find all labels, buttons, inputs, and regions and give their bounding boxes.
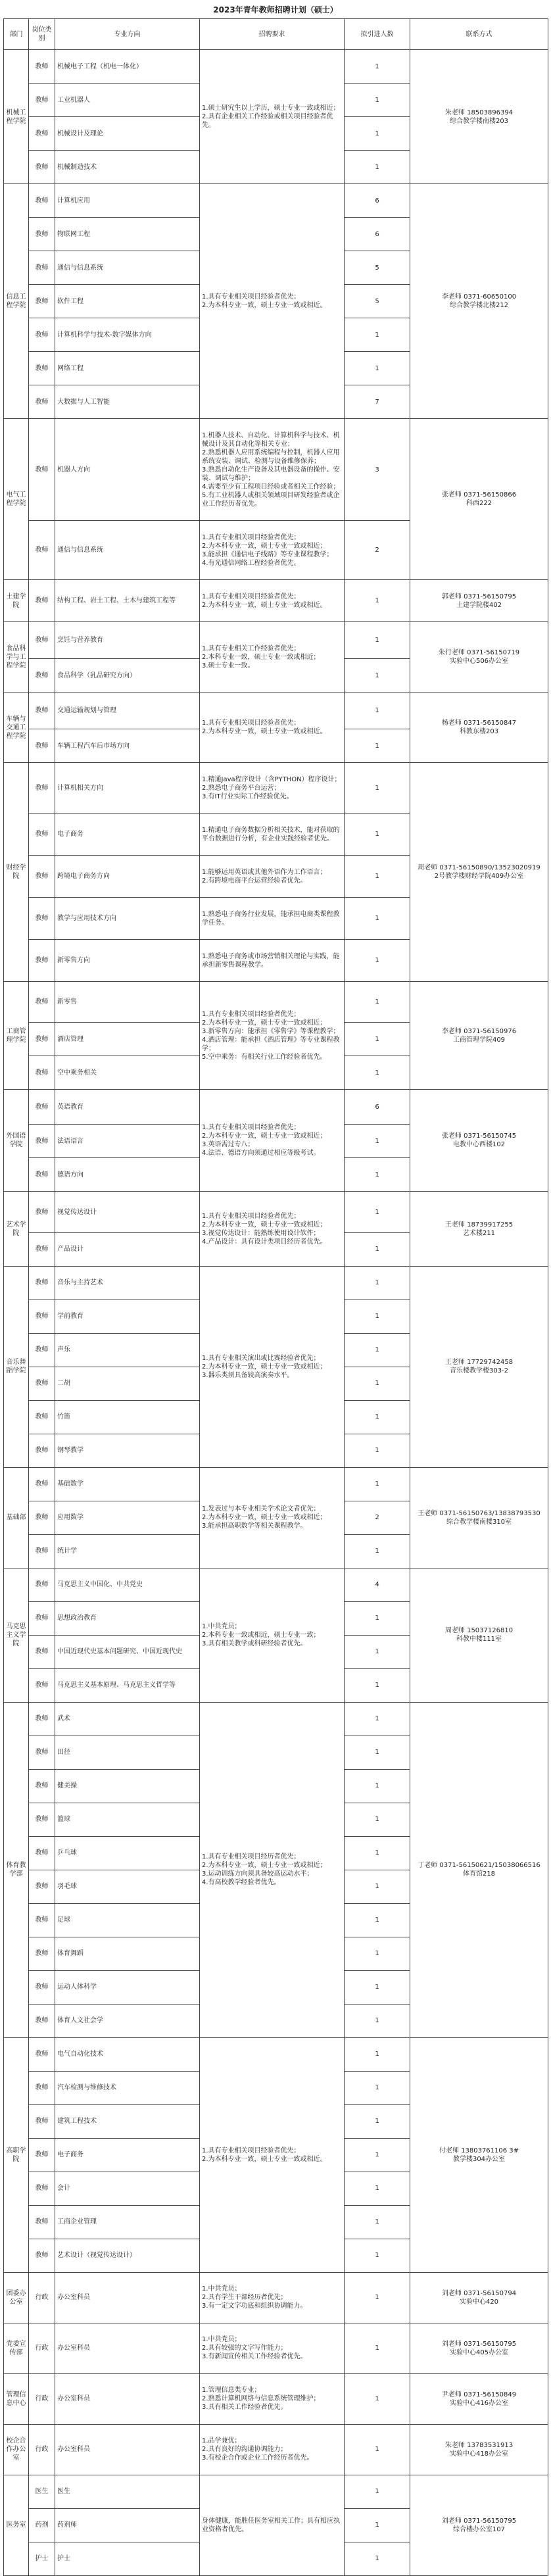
major-cell: 二胡 xyxy=(55,1367,200,1400)
requirements-cell: 1.中共党员； 2.具有学生干部经历者优先； 3.有一定文字功底和组织协调能力。 xyxy=(200,2272,345,2323)
count-cell: 1 xyxy=(345,117,410,151)
requirements-cell: 1.中共党员； 2.本科专业一致或相近，硕士专业一致； 3.具有相关教学或科研经验者优先。 xyxy=(200,1568,345,1702)
count-cell: 1 xyxy=(345,1300,410,1333)
requirements-cell: 1.中共党员； 2.具有较强的文字写作能力； 3.有新闻宣传相关工作经验者优先。 xyxy=(200,2323,345,2373)
category-cell: 教师 xyxy=(29,1534,55,1568)
category-cell: 教师 xyxy=(29,1333,55,1367)
count-cell: 1 xyxy=(345,2239,410,2272)
contact-cell: 朱老师 18503896394 综合教学楼南楼203 xyxy=(410,50,548,184)
category-cell: 教师 xyxy=(29,419,55,521)
count-cell: 1 xyxy=(345,1266,410,1300)
major-cell: 会计 xyxy=(55,2172,200,2205)
major-cell: 物联网工程 xyxy=(55,218,200,251)
major-cell: 食品科学（乳品研究方向） xyxy=(55,659,200,693)
count-cell: 1 xyxy=(345,580,410,622)
category-cell: 教师 xyxy=(29,1803,55,1836)
category-cell: 教师 xyxy=(29,1400,55,1434)
category-cell: 教师 xyxy=(29,1937,55,1970)
count-cell: 1 xyxy=(345,1769,410,1803)
count-cell: 6 xyxy=(345,218,410,251)
category-cell: 行政 xyxy=(29,2424,55,2475)
count-cell: 3 xyxy=(345,419,410,521)
category-cell: 教师 xyxy=(29,1970,55,2004)
contact-cell: 刘老师 0371-56150795 实验中心405办公室 xyxy=(410,2323,548,2373)
count-cell: 1 xyxy=(345,1836,410,1870)
category-cell: 行政 xyxy=(29,2272,55,2323)
count-cell: 1 xyxy=(345,1400,410,1434)
count-cell: 1 xyxy=(345,1333,410,1367)
dept-cell: 电气工程学院 xyxy=(4,419,29,580)
category-cell: 行政 xyxy=(29,2373,55,2424)
count-cell: 5 xyxy=(345,251,410,285)
major-cell: 计算机相关方向 xyxy=(55,763,200,814)
major-cell: 乒乓球 xyxy=(55,1836,200,1870)
table-row xyxy=(4,1568,548,1601)
dept-cell: 工商管理学院 xyxy=(4,982,29,1090)
table-row xyxy=(4,50,548,84)
major-cell: 大数据与人工智能 xyxy=(55,385,200,419)
category-cell: 教师 xyxy=(29,2071,55,2104)
major-cell: 电子商务 xyxy=(55,814,200,856)
category-cell: 教师 xyxy=(29,1601,55,1635)
major-cell: 基础数学 xyxy=(55,1467,200,1501)
count-cell: 1 xyxy=(345,2373,410,2424)
major-cell: 空中乘务相关 xyxy=(55,1056,200,1090)
category-cell: 教师 xyxy=(29,1769,55,1803)
count-cell: 1 xyxy=(345,2004,410,2037)
category-cell: 教师 xyxy=(29,1232,55,1266)
table-row xyxy=(4,1702,548,1736)
major-cell: 通信与信息系统 xyxy=(55,251,200,285)
count-cell: 1 xyxy=(345,1702,410,1736)
table-row xyxy=(4,580,548,622)
major-cell: 计算机应用 xyxy=(55,184,200,218)
category-cell: 教师 xyxy=(29,1367,55,1400)
count-cell: 1 xyxy=(345,1870,410,1903)
major-cell: 艺术设计（视觉传达设计） xyxy=(55,2239,200,2272)
category-cell: 教师 xyxy=(29,940,55,982)
category-cell: 教师 xyxy=(29,1568,55,1601)
major-cell: 机械制造技术 xyxy=(55,151,200,184)
count-cell: 1 xyxy=(345,2071,410,2104)
contact-cell: 李老师 0371-60650100 综合教学楼北楼212 xyxy=(410,184,548,419)
category-cell: 教师 xyxy=(29,184,55,218)
category-cell: 教师 xyxy=(29,1434,55,1467)
category-cell: 教师 xyxy=(29,521,55,580)
major-cell: 足球 xyxy=(55,1903,200,1937)
category-cell: 行政 xyxy=(29,2323,55,2373)
category-cell: 护士 xyxy=(29,2542,55,2575)
major-cell: 烹饪与营养教育 xyxy=(55,622,200,659)
category-cell: 教师 xyxy=(29,2138,55,2172)
count-cell: 1 xyxy=(345,2104,410,2138)
requirements-cell: 1.具有专业相关工作经验者优先； 2.本科专业一致，硕士专业一致或相近； 3.硕士专业一致。 xyxy=(200,622,345,693)
category-cell: 教师 xyxy=(29,2037,55,2071)
contact-cell: 张老师 0371-56150745 电教中心西楼102 xyxy=(410,1090,548,1192)
count-cell: 1 xyxy=(345,1467,410,1501)
count-cell: 1 xyxy=(345,982,410,1023)
count-cell: 2 xyxy=(345,521,410,580)
major-cell: 跨境电子商务方向 xyxy=(55,856,200,898)
recruitment-table xyxy=(3,18,548,2576)
contact-cell: 杨老师 0371-56150847 科教东楼203 xyxy=(410,693,548,763)
major-cell: 应用数学 xyxy=(55,1501,200,1534)
category-cell: 教师 xyxy=(29,1668,55,1702)
major-cell: 结构工程、岩土工程、土木与建筑工程等 xyxy=(55,580,200,622)
page-title: 2023年青年教师招聘计划（硕士） xyxy=(213,5,338,14)
category-cell: 教师 xyxy=(29,693,55,729)
count-cell: 1 xyxy=(345,693,410,729)
count-cell: 1 xyxy=(345,729,410,763)
count-cell: 1 xyxy=(345,1434,410,1467)
count-cell: 1 xyxy=(345,1158,410,1192)
count-cell: 1 xyxy=(345,2172,410,2205)
dept-cell: 财经学院 xyxy=(4,763,29,982)
category-cell: 教师 xyxy=(29,729,55,763)
category-cell: 教师 xyxy=(29,1836,55,1870)
table-row xyxy=(4,763,548,814)
count-cell: 1 xyxy=(345,1903,410,1937)
dept-cell: 机械工程学院 xyxy=(4,50,29,184)
category-cell: 教师 xyxy=(29,1501,55,1534)
count-cell: 1 xyxy=(345,352,410,385)
count-cell: 1 xyxy=(345,763,410,814)
count-cell: 7 xyxy=(345,385,410,419)
count-cell: 1 xyxy=(345,856,410,898)
category-cell: 教师 xyxy=(29,2239,55,2272)
category-cell: 药剂 xyxy=(29,2508,55,2542)
major-cell: 酒店管理 xyxy=(55,1023,200,1056)
header-major: 专业方向 xyxy=(55,19,200,50)
contact-cell: 李老师 0371-56150976 工商管理学院409 xyxy=(410,982,548,1090)
count-cell: 1 xyxy=(345,1635,410,1668)
dept-cell: 马克思主义学院 xyxy=(4,1568,29,1702)
count-cell: 1 xyxy=(345,2037,410,2071)
requirements-cell: 1.具有专业相关项目经验者优先； 2.为本科专业一致，硕士专业一致或相近； 3.英语需过专八； 4.法语、德语方向须通过相应等级考试。 xyxy=(200,1090,345,1192)
requirements-cell: 1.精通Java程序设计（含PYTHON）程序设计； 2.熟悉电子商务平台运营； 3.有IT行业实际工作经验优先。 xyxy=(200,763,345,814)
table-row xyxy=(4,693,548,729)
requirements-cell: 1.具有专业相关项目经验者优先； 2.为本科专业一致，硕士专业一致或相近； 3.视觉传达设计：能熟练使用设计软件； 4.产品设计：具有设计类项目经历者优先。 xyxy=(200,1192,345,1267)
category-cell: 教师 xyxy=(29,982,55,1023)
requirements-cell: 1.熟悉电子商务或市场营销相关理论与实践，能承担新零售课程教学。 xyxy=(200,940,345,982)
contact-cell: 周老师 15037126810 科教中楼111室 xyxy=(410,1568,548,1702)
count-cell: 1 xyxy=(345,1125,410,1158)
count-cell: 1 xyxy=(345,622,410,659)
major-cell: 德语方向 xyxy=(55,1158,200,1192)
major-cell: 竹笛 xyxy=(55,1400,200,1434)
category-cell: 教师 xyxy=(29,2205,55,2239)
requirements-cell: 1.具有专业相关项目经验者优先； 2.为本科专业一致，硕士专业一致或相近。 xyxy=(200,580,345,622)
count-cell: 1 xyxy=(345,2542,410,2575)
dept-cell: 信息工程学院 xyxy=(4,184,29,419)
count-cell: 1 xyxy=(345,1970,410,2004)
table-header-row xyxy=(4,19,548,50)
major-cell: 统计学 xyxy=(55,1534,200,1568)
count-cell: 1 xyxy=(345,659,410,693)
category-cell: 教师 xyxy=(29,1158,55,1192)
category-cell: 教师 xyxy=(29,1023,55,1056)
requirements-cell: 身体健康，能胜任医务室相关工作；具有相应执业资格者优先。 xyxy=(200,2475,345,2575)
dept-cell: 土建学院 xyxy=(4,580,29,622)
requirements-cell: 1.具有专业相关项目经验者优先； 2.为本科专业一致，硕士专业一致或相近。 xyxy=(200,2037,345,2272)
requirements-cell: 1.管理信息类专业； 2.熟悉计算机网络与信息系统管理维护； 3.具有相关工作经验者优先。 xyxy=(200,2373,345,2424)
category-cell: 教师 xyxy=(29,1702,55,1736)
major-cell: 声乐 xyxy=(55,1333,200,1367)
requirements-cell: 1.具有专业相关项目经验者优先； 2.为本科专业一致，硕士专业一致或相近； 3.新零售方向：能承担《零售学》等课程教学； 4.酒店管理：能承担《酒店管理》等专业课程教学； 5.空中乘务：有相关行业工作经验者优先。 xyxy=(200,982,345,1090)
dept-cell: 食品科学与工程学院 xyxy=(4,622,29,693)
category-cell: 教师 xyxy=(29,898,55,940)
major-cell: 产品设计 xyxy=(55,1232,200,1266)
count-cell: 1 xyxy=(345,1534,410,1568)
count-cell: 1 xyxy=(345,940,410,982)
major-cell: 电气自动化技术 xyxy=(55,2037,200,2071)
requirements-cell: 1.机器人技术、自动化、计算机科学与技术、机械设计及其自动化等相关专业； 2.熟悉机器人应用系统编程与控制，机器人应用系统安装、调试、检测与设备维修保养； 3.熟悉自动化生产设备及其电器设备的操作、安装、调试与维护； 4.需要至少有工程项目经验或者相关工作经验； 5.有工业机器人或相关领域项目研发经验者或企业工作经历者优先。 xyxy=(200,419,345,521)
table-row xyxy=(4,2323,548,2373)
major-cell: 计算机科学与技术-数字媒体方向 xyxy=(55,318,200,352)
major-cell: 思想政治教育 xyxy=(55,1601,200,1635)
count-cell: 1 xyxy=(345,1056,410,1090)
category-cell: 教师 xyxy=(29,318,55,352)
count-cell: 5 xyxy=(345,285,410,318)
contact-cell: 王老师 0371-56150763/13838793530 综合教学楼南楼310室 xyxy=(410,1467,548,1568)
table-row xyxy=(4,184,548,218)
contact-cell: 郭老师 0371-56150795 土建学院楼402 xyxy=(410,580,548,622)
major-cell: 机械电子工程（机电一体化） xyxy=(55,50,200,84)
table-row xyxy=(4,1192,548,1233)
major-cell: 通信与信息系统 xyxy=(55,521,200,580)
major-cell: 工商企业管理 xyxy=(55,2205,200,2239)
requirements-cell: 1.能够运用英语或其他外语作为工作语言； 2.有跨境电商平台运营经验者优先。 xyxy=(200,856,345,898)
table-row xyxy=(4,1266,548,1300)
count-cell: 2 xyxy=(345,1501,410,1534)
dept-cell: 体育教学部 xyxy=(4,1702,29,2037)
contact-cell: 付老师 13803761106 3# 教学楼304办公室 xyxy=(410,2037,548,2272)
header-requirements: 招聘要求 xyxy=(200,19,345,50)
major-cell: 汽车检测与维修技术 xyxy=(55,2071,200,2104)
contact-cell: 张老师 0371-56150866 科西222 xyxy=(410,419,548,580)
count-cell: 1 xyxy=(345,2508,410,2542)
contact-cell: 刘老师 0371-56150795 综合楼办公室107 xyxy=(410,2475,548,2575)
category-cell: 教师 xyxy=(29,1266,55,1300)
count-cell: 1 xyxy=(345,84,410,117)
major-cell: 机器人方向 xyxy=(55,419,200,521)
major-cell: 机械设计及理论 xyxy=(55,117,200,151)
requirements-cell: 1.具有专业相关演出或比赛经验者优先； 2.为本科专业一致，硕士专业一致或相近； 3.器乐类须具备较高演奏水平。 xyxy=(200,1266,345,1467)
requirements-cell: 1.熟悉电子商务行业发展，能承担电商类课程教学任务。 xyxy=(200,898,345,940)
major-cell: 体育人文社会学 xyxy=(55,2004,200,2037)
table-body xyxy=(4,50,548,2576)
dept-cell: 车辆与交通工程学院 xyxy=(4,693,29,763)
category-cell: 教师 xyxy=(29,218,55,251)
requirements-cell: 1.具有专业相关项目经验者优先； 2.为本科专业一致，硕士专业一致或相近。 xyxy=(200,693,345,763)
dept-cell: 外国语学院 xyxy=(4,1090,29,1192)
major-cell: 体育舞蹈 xyxy=(55,1937,200,1970)
table-row xyxy=(4,2272,548,2323)
table-row xyxy=(4,1467,548,1501)
count-cell: 1 xyxy=(345,1023,410,1056)
table-row xyxy=(4,2475,548,2508)
major-cell: 办公室科员 xyxy=(55,2373,200,2424)
major-cell: 网络工程 xyxy=(55,352,200,385)
requirements-cell: 1.硕士研究生以上学历，硕士专业一致或相近； 2.具有企业相关工作经验或相关项目经验者优先。 xyxy=(200,50,345,184)
contact-cell: 王老师 17729742458 音乐楼教学楼303-2 xyxy=(410,1266,548,1467)
header-contact: 联系方式 xyxy=(410,19,548,50)
count-cell: 1 xyxy=(345,2272,410,2323)
category-cell: 教师 xyxy=(29,1903,55,1937)
header-category: 岗位类别 xyxy=(29,19,55,50)
table-row xyxy=(4,1090,548,1125)
major-cell: 办公室科员 xyxy=(55,2323,200,2373)
category-cell: 教师 xyxy=(29,2172,55,2205)
category-cell: 教师 xyxy=(29,580,55,622)
contact-cell: 尹老师 0371-56150849 实验中心416办公室 xyxy=(410,2373,548,2424)
count-cell: 1 xyxy=(345,2475,410,2508)
table-row xyxy=(4,2373,548,2424)
major-cell: 车辆工程汽车后市场方向 xyxy=(55,729,200,763)
major-cell: 软件工程 xyxy=(55,285,200,318)
category-cell: 教师 xyxy=(29,50,55,84)
count-cell: 1 xyxy=(345,2138,410,2172)
count-cell: 1 xyxy=(345,318,410,352)
header-count: 拟引进人数 xyxy=(345,19,410,50)
requirements-cell: 1.具有专业相关项目经验者优先； 2.为本科专业一致，硕士专业一致或相近。 xyxy=(200,184,345,419)
dept-cell: 团委办公室 xyxy=(4,2272,29,2323)
major-cell: 医生 xyxy=(55,2475,200,2508)
contact-cell: 周老师 0371-56150890/13523020919 2号教学楼财经学院409办公室 xyxy=(410,763,548,982)
dept-cell: 音乐舞蹈学院 xyxy=(4,1266,29,1467)
major-cell: 教学与应用技术方向 xyxy=(55,898,200,940)
major-cell: 田径 xyxy=(55,1736,200,1769)
count-cell: 1 xyxy=(345,1232,410,1266)
category-cell: 教师 xyxy=(29,1300,55,1333)
dept-cell: 管理信息中心 xyxy=(4,2373,29,2424)
major-cell: 交通运输规划与管理 xyxy=(55,693,200,729)
category-cell: 教师 xyxy=(29,1125,55,1158)
dept-cell: 基础部 xyxy=(4,1467,29,1568)
count-cell: 1 xyxy=(345,1937,410,1970)
major-cell: 法语语言 xyxy=(55,1125,200,1158)
count-cell: 4 xyxy=(345,1568,410,1601)
count-cell: 1 xyxy=(345,1367,410,1400)
count-cell: 1 xyxy=(345,50,410,84)
count-cell: 1 xyxy=(345,1192,410,1233)
category-cell: 教师 xyxy=(29,1192,55,1233)
category-cell: 教师 xyxy=(29,251,55,285)
category-cell: 教师 xyxy=(29,2004,55,2037)
dept-cell: 党委宣传部 xyxy=(4,2323,29,2373)
category-cell: 教师 xyxy=(29,285,55,318)
table-row xyxy=(4,622,548,659)
major-cell: 视觉传达设计 xyxy=(55,1192,200,1233)
major-cell: 音乐与主持艺术 xyxy=(55,1266,200,1300)
major-cell: 工业机器人 xyxy=(55,84,200,117)
count-cell: 1 xyxy=(345,2424,410,2475)
dept-cell: 校企合作办公室 xyxy=(4,2424,29,2475)
count-cell: 1 xyxy=(345,1736,410,1769)
category-cell: 教师 xyxy=(29,1467,55,1501)
major-cell: 羽毛球 xyxy=(55,1870,200,1903)
category-cell: 教师 xyxy=(29,659,55,693)
contact-cell: 王老师 18739917255 艺术楼211 xyxy=(410,1192,548,1267)
category-cell: 教师 xyxy=(29,814,55,856)
count-cell: 6 xyxy=(345,184,410,218)
category-cell: 医生 xyxy=(29,2475,55,2508)
category-cell: 教师 xyxy=(29,117,55,151)
category-cell: 教师 xyxy=(29,2104,55,2138)
table-row xyxy=(4,2424,548,2475)
category-cell: 教师 xyxy=(29,151,55,184)
requirements-cell: 1.发表过与本专业相关学术论文者优先； 2.为本科专业一致，硕士专业一致或相近； 3.能承担高职数学等相关课程教学。 xyxy=(200,1467,345,1568)
count-cell: 1 xyxy=(345,1668,410,1702)
major-cell: 办公室科员 xyxy=(55,2272,200,2323)
category-cell: 教师 xyxy=(29,622,55,659)
major-cell: 建筑工程技术 xyxy=(55,2104,200,2138)
contact-cell: 朱老师 13783531913 实验中心418办公室 xyxy=(410,2424,548,2475)
category-cell: 教师 xyxy=(29,856,55,898)
major-cell: 中国近现代史基本问题研究、中国近现代史 xyxy=(55,1635,200,1668)
contact-cell: 朱行老师 0371-56150719 实验中心506办公室 xyxy=(410,622,548,693)
major-cell: 钢琴教学 xyxy=(55,1434,200,1467)
category-cell: 教师 xyxy=(29,352,55,385)
count-cell: 1 xyxy=(345,2323,410,2373)
major-cell: 电子商务 xyxy=(55,2138,200,2172)
count-cell: 1 xyxy=(345,1803,410,1836)
major-cell: 学前教育 xyxy=(55,1300,200,1333)
count-cell: 1 xyxy=(345,2205,410,2239)
category-cell: 教师 xyxy=(29,84,55,117)
major-cell: 武术 xyxy=(55,1702,200,1736)
requirements-cell: 1.具有专业相关项目经验者优先； 2.为本科专业一致，硕士专业一致或相近； 3.能承担《通信电子线路》等专业课程教学； 4.有光通信网络工程经验者优先。 xyxy=(200,521,345,580)
dept-cell: 艺术学院 xyxy=(4,1192,29,1267)
count-cell: 1 xyxy=(345,1601,410,1635)
major-cell: 篮球 xyxy=(55,1803,200,1836)
category-cell: 教师 xyxy=(29,1870,55,1903)
category-cell: 教师 xyxy=(29,1056,55,1090)
count-cell: 6 xyxy=(345,1090,410,1125)
major-cell: 马克思主义中国化、中共党史 xyxy=(55,1568,200,1601)
category-cell: 教师 xyxy=(29,385,55,419)
header-dept: 部门 xyxy=(4,19,29,50)
contact-cell: 丁老师 0371-56150621/15038066516 体育馆218 xyxy=(410,1702,548,2037)
table-row xyxy=(4,2037,548,2071)
category-cell: 教师 xyxy=(29,763,55,814)
major-cell: 英语教育 xyxy=(55,1090,200,1125)
dept-cell: 医务室 xyxy=(4,2475,29,2575)
requirements-cell: 1.具有专业相关项目经历者优先； 2.为本科专业一致，硕士专业一致或相近； 3.运动训练方向须具备较高运动水平； 4.有高校教学经验者优先。 xyxy=(200,1702,345,2037)
contact-cell: 刘老师 0371-56150794 实验中心420 xyxy=(410,2272,548,2323)
major-cell: 新零售 xyxy=(55,982,200,1023)
count-cell: 1 xyxy=(345,814,410,856)
category-cell: 教师 xyxy=(29,1090,55,1125)
major-cell: 运动人体科学 xyxy=(55,1970,200,2004)
count-cell: 1 xyxy=(345,151,410,184)
major-cell: 办公室科员 xyxy=(55,2424,200,2475)
major-cell: 马克思主义基本原理、马克思主义哲学等 xyxy=(55,1668,200,1702)
requirements-cell: 1.品学兼优； 2.具有良好的沟通协调能力； 3.有校企合作或企业工作经历者优先。 xyxy=(200,2424,345,2475)
count-cell: 1 xyxy=(345,898,410,940)
requirements-cell: 1.精通电子商务数据分析相关技术，能对获取的平台数据进行分析，有企业实践经验者优先。 xyxy=(200,814,345,856)
major-cell: 新零售方向 xyxy=(55,940,200,982)
category-cell: 教师 xyxy=(29,1736,55,1769)
major-cell: 药剂师 xyxy=(55,2508,200,2542)
category-cell: 教师 xyxy=(29,1635,55,1668)
table-row xyxy=(4,419,548,521)
major-cell: 护士 xyxy=(55,2542,200,2575)
table-row xyxy=(4,982,548,1023)
major-cell: 健美操 xyxy=(55,1769,200,1803)
dept-cell: 高职学院 xyxy=(4,2037,29,2272)
